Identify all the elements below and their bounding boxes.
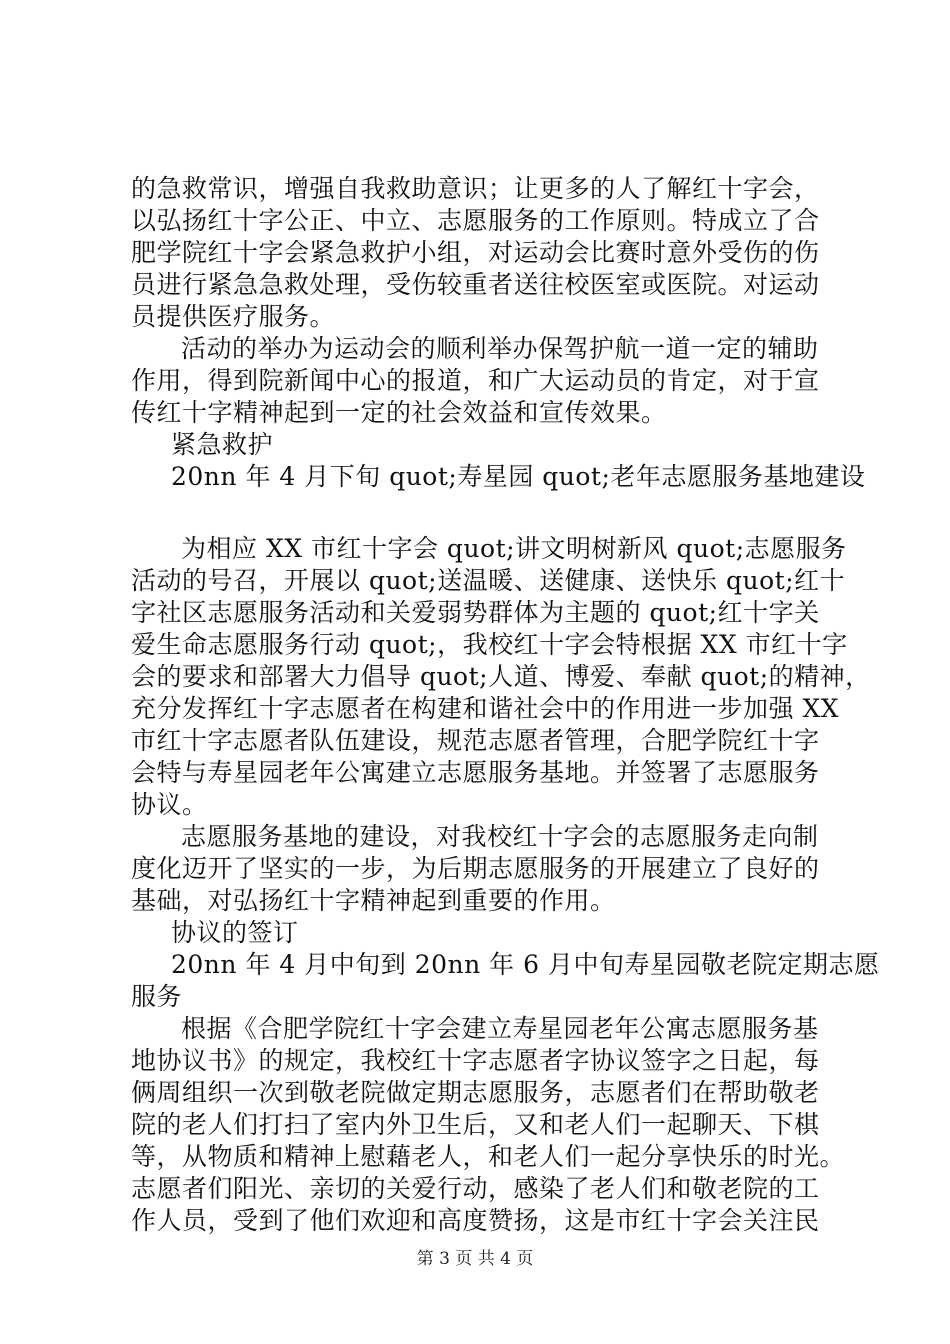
section-caption: 协议的签订 [171, 918, 299, 947]
text-line: 活动的号召，开展以 quot;送温暖、送健康、送快乐 quot;红十 [131, 566, 846, 595]
text-line: 作人员，受到了他们欢迎和高度赞扬，这是市红十字会关注民 [131, 1206, 820, 1235]
text-line: 员进行紧急急救处理，受伤较重者送往校医室或医院。对运动 [131, 270, 820, 299]
paragraph-start-line: 为相应 XX 市红十字会 quot;讲文明树新风 quot;志愿服务 [181, 534, 847, 563]
text-line: 字社区志愿服务活动和关爱弱势群体为主题的 quot;红十字关 [131, 598, 820, 627]
text-line: 志愿者们阳光、亲切的关爱行动，感染了老人们和敬老院的工 [131, 1174, 820, 1203]
text-line: 会特与寿星园老年公寓建立志愿服务基地。并签署了志愿服务 [131, 758, 820, 787]
text-line: 院的老人们打扫了室内外卫生后，又和老人们一起聊天、下棋 [131, 1110, 820, 1139]
text-line: 俩周组织一次到敬老院做定期志愿服务，志愿者们在帮助敬老 [131, 1078, 820, 1107]
text-line: 传红十字精神起到一定的社会效益和宣传效果。 [131, 398, 667, 427]
text-line: 充分发挥红十字志愿者在构建和谐社会中的作用进一步加强 XX [131, 694, 840, 723]
text-line: 爱生命志愿服务行动 quot;，我校红十字会特根据 XX 市红十字 [131, 630, 848, 659]
text-line: 度化迈开了坚实的一步，为后期志愿服务的开展建立了良好的 [131, 854, 820, 883]
text-line: 会的要求和部署大力倡导 quot;人道、博爱、奉献 quot;的精神， [131, 662, 871, 691]
text-line: 地协议书》的规定，我校红十字志愿者字协议签字之日起，每 [131, 1046, 820, 1075]
paragraph-start-line: 活动的举办为运动会的顺利举办保驾护航一道一定的辅助 [181, 334, 819, 363]
text-line: 员提供医疗服务。 [131, 302, 336, 331]
page-number-footer: 第 3 页 共 4 页 [416, 1249, 534, 1269]
text-line: 协议。 [131, 790, 208, 819]
section-heading: 20nn 年 4 月中旬到 20nn 年 6 月中旬寿星园敬老院定期志愿 [171, 950, 880, 979]
blank-line [131, 493, 831, 533]
text-line: 市红十字志愿者队伍建设，规范志愿者管理，合肥学院红十字 [131, 726, 820, 755]
text-line: 基础，对弘扬红十字精神起到重要的作用。 [131, 886, 616, 915]
text-line: 作用，得到院新闻中心的报道，和广大运动员的肯定，对于宣 [131, 366, 820, 395]
text-line: 以弘扬红十字公正、中立、志愿服务的工作原则。特成立了合 [131, 206, 820, 235]
section-caption: 紧急救护 [171, 430, 274, 459]
paragraph-start-line: 志愿服务基地的建设，对我校红十字会的志愿服务走向制 [181, 822, 819, 851]
text-line: 等，从物质和精神上慰藉老人，和老人们一起分享快乐的时光。 [131, 1142, 846, 1171]
section-heading: 20nn 年 4 月下旬 quot;寿星园 quot;老年志愿服务基地建设 [171, 462, 866, 491]
paragraph-start-line: 根据《合肥学院红十字会建立寿星园老年公寓志愿服务基 [181, 1014, 819, 1043]
text-line: 肥学院红十字会紧急救护小组，对运动会比赛时意外受伤的伤 [131, 238, 820, 267]
section-heading-continued: 服务 [131, 982, 183, 1011]
document-body [131, 173, 880, 1237]
text-line: 的急救常识，增强自我救助意识；让更多的人了解红十字会， [131, 174, 820, 203]
